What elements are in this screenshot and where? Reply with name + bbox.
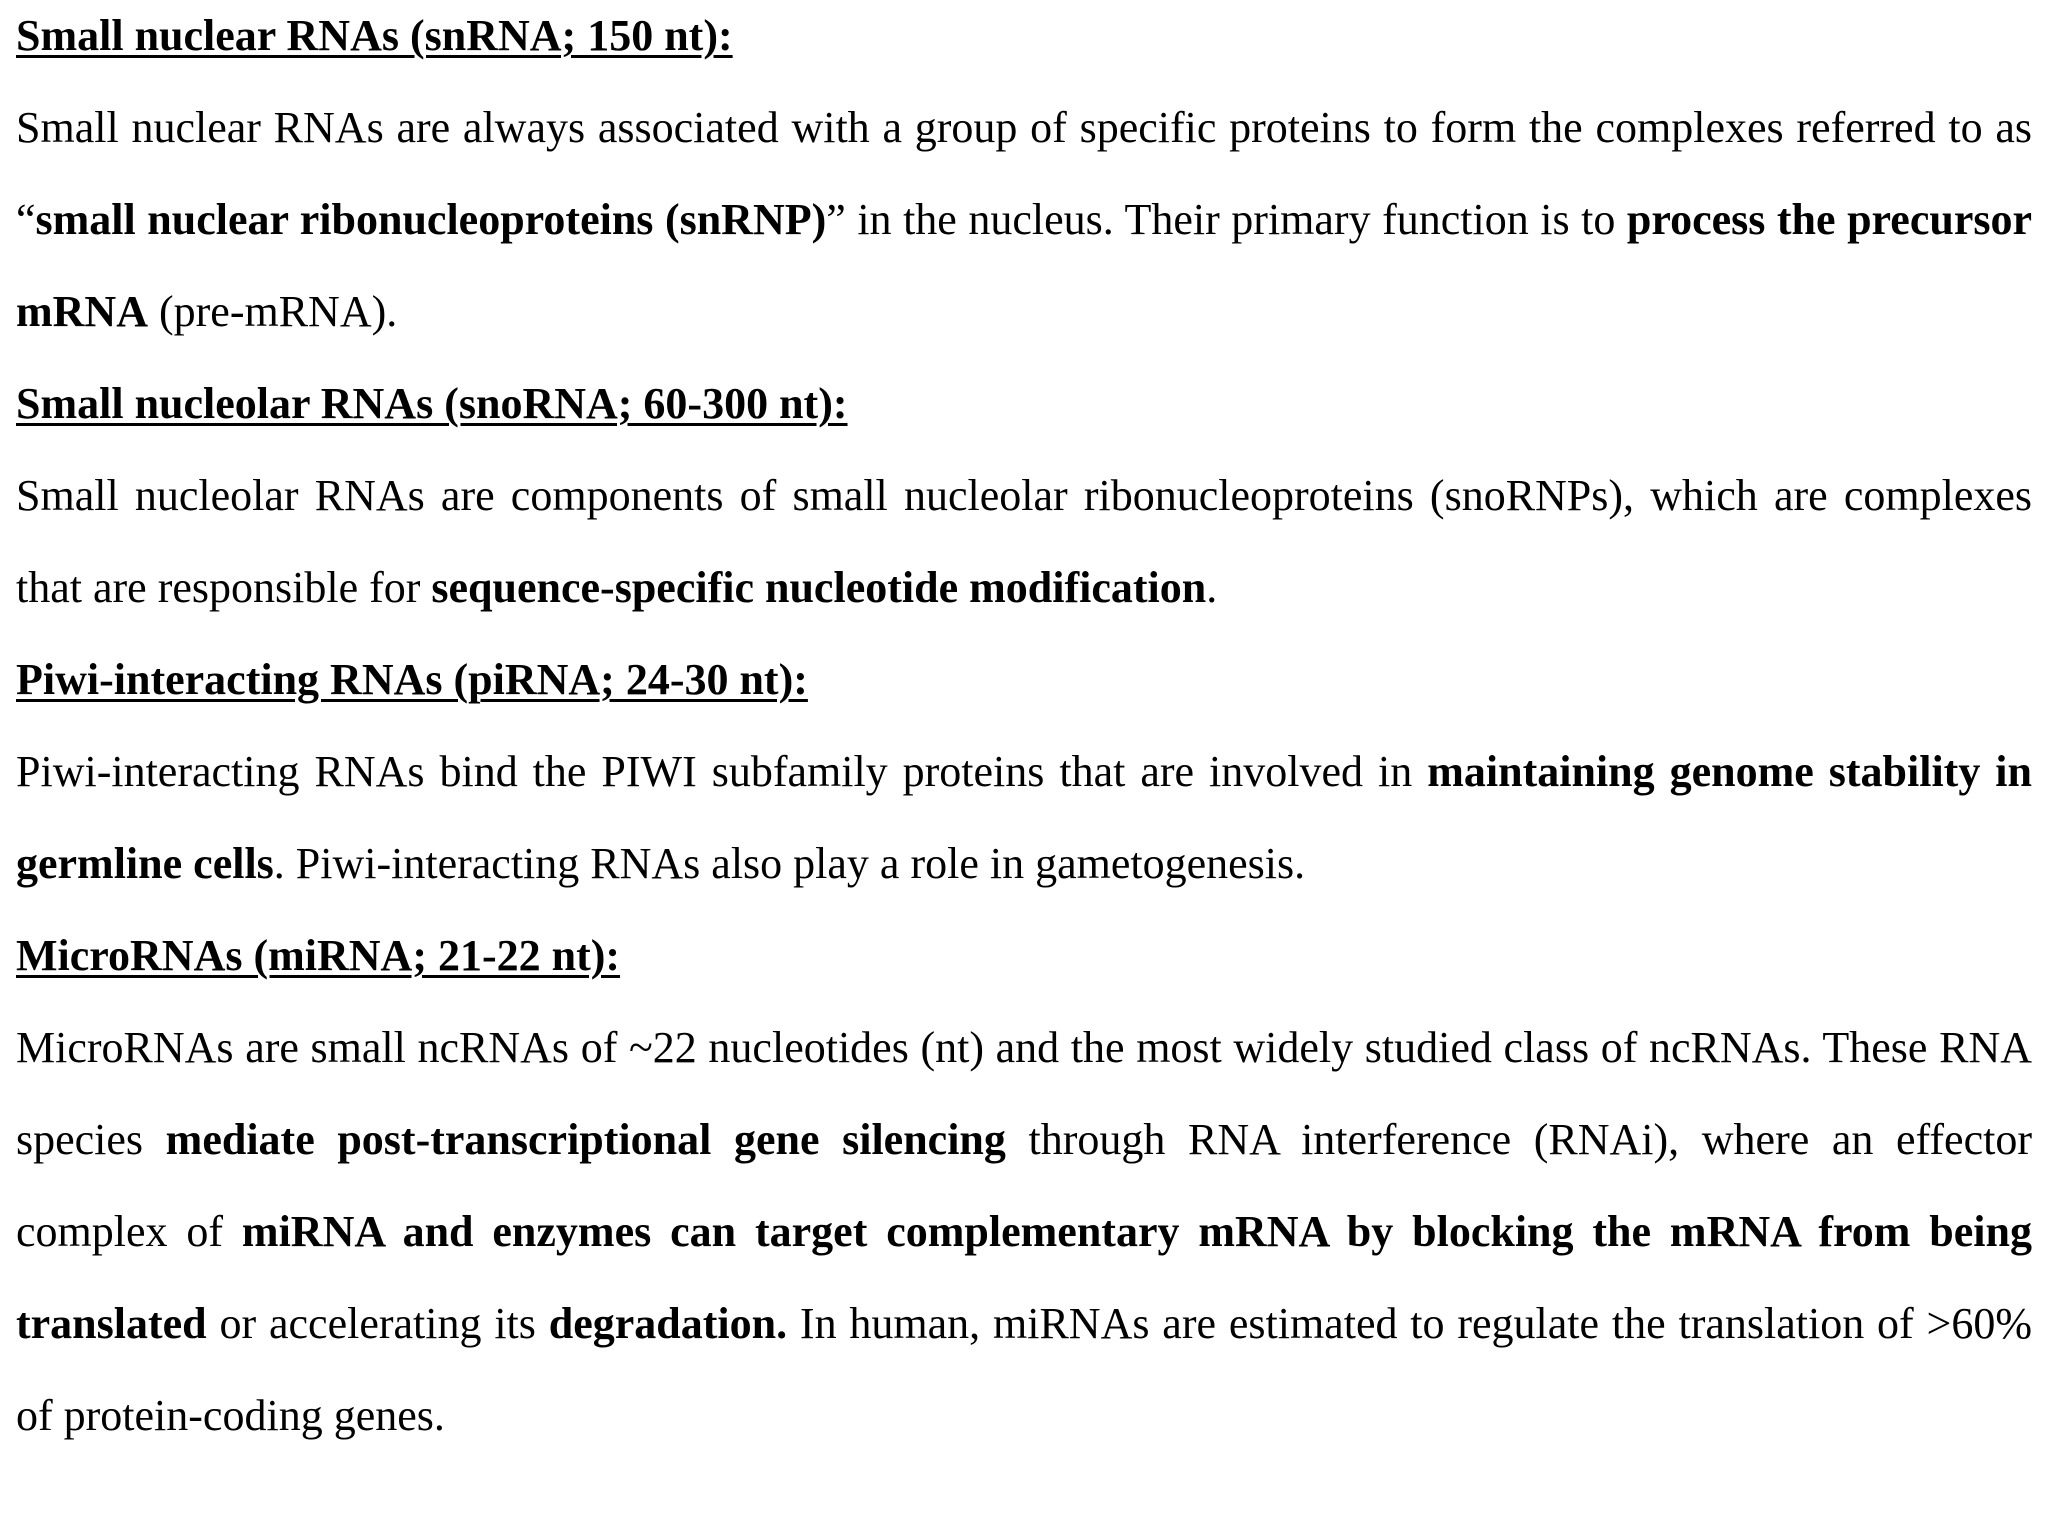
section-heading: MicroRNAs (miRNA; 21-22 nt): xyxy=(16,931,621,980)
section-snorna xyxy=(16,358,2032,634)
text-run: ” in the nucleus. Their primary function is to xyxy=(826,195,1627,244)
section-paragraph xyxy=(16,82,2032,358)
section-paragraph xyxy=(16,450,2032,634)
text-run: In human, miRNAs are estimated to regulate the translation of >60% of protein-coding genes. xyxy=(16,1299,2033,1440)
section-heading: Piwi-interacting RNAs (piRNA; 24-30 nt): xyxy=(16,655,808,704)
bold-text-run: degradation. xyxy=(548,1299,788,1348)
text-run: MicroRNAs are small ncRNAs of ~22 nucleotides (nt) and the most widely studied class of ncRNAs. These RNA species xyxy=(16,1023,2032,1164)
bold-text-run: sequence-specific nucleotide modification xyxy=(431,563,1207,612)
bold-text-run: mediate post-transcriptional gene silencing xyxy=(165,1115,1006,1164)
text-run: or accelerating its xyxy=(206,1299,549,1348)
text-run: Small nucleolar RNAs are components of small nucleolar ribonucleoproteins (snoRNPs), which are complexes that are responsible for xyxy=(16,471,2032,612)
section-heading: Small nucleolar RNAs (snoRNA; 60-300 nt): xyxy=(16,379,848,428)
bold-text-run: small nuclear ribonucleoproteins (snRNP) xyxy=(35,195,827,244)
text-run: Small nuclear RNAs are always associated with a group of specific proteins to form the complexes referred to as “ xyxy=(16,103,2032,244)
document-page xyxy=(16,0,2032,1462)
text-run: . xyxy=(1206,563,1218,612)
section-snrna xyxy=(16,0,2032,358)
bold-text-run: miRNA and enzymes can target complementary mRNA by blocking the mRNA from being translated xyxy=(16,1207,2032,1348)
section-heading: Small nuclear RNAs (snRNA; 150 nt): xyxy=(16,11,733,60)
bold-text-run: process the precursor mRNA xyxy=(16,195,2032,336)
bold-text-run: maintaining genome stability in germline cells xyxy=(16,747,2033,888)
text-run: Piwi-interacting RNAs bind the PIWI subfamily proteins that are involved in xyxy=(16,747,1428,796)
text-run: . Piwi-interacting RNAs also play a role in gametogenesis. xyxy=(273,839,1306,888)
section-mirna xyxy=(16,910,2032,1462)
section-paragraph xyxy=(16,726,2032,910)
section-pirna xyxy=(16,634,2032,910)
section-paragraph xyxy=(16,1002,2032,1462)
text-run: (pre-mRNA). xyxy=(147,287,398,336)
text-run: through RNA interference (RNAi), where an effector complex of xyxy=(16,1115,2032,1256)
